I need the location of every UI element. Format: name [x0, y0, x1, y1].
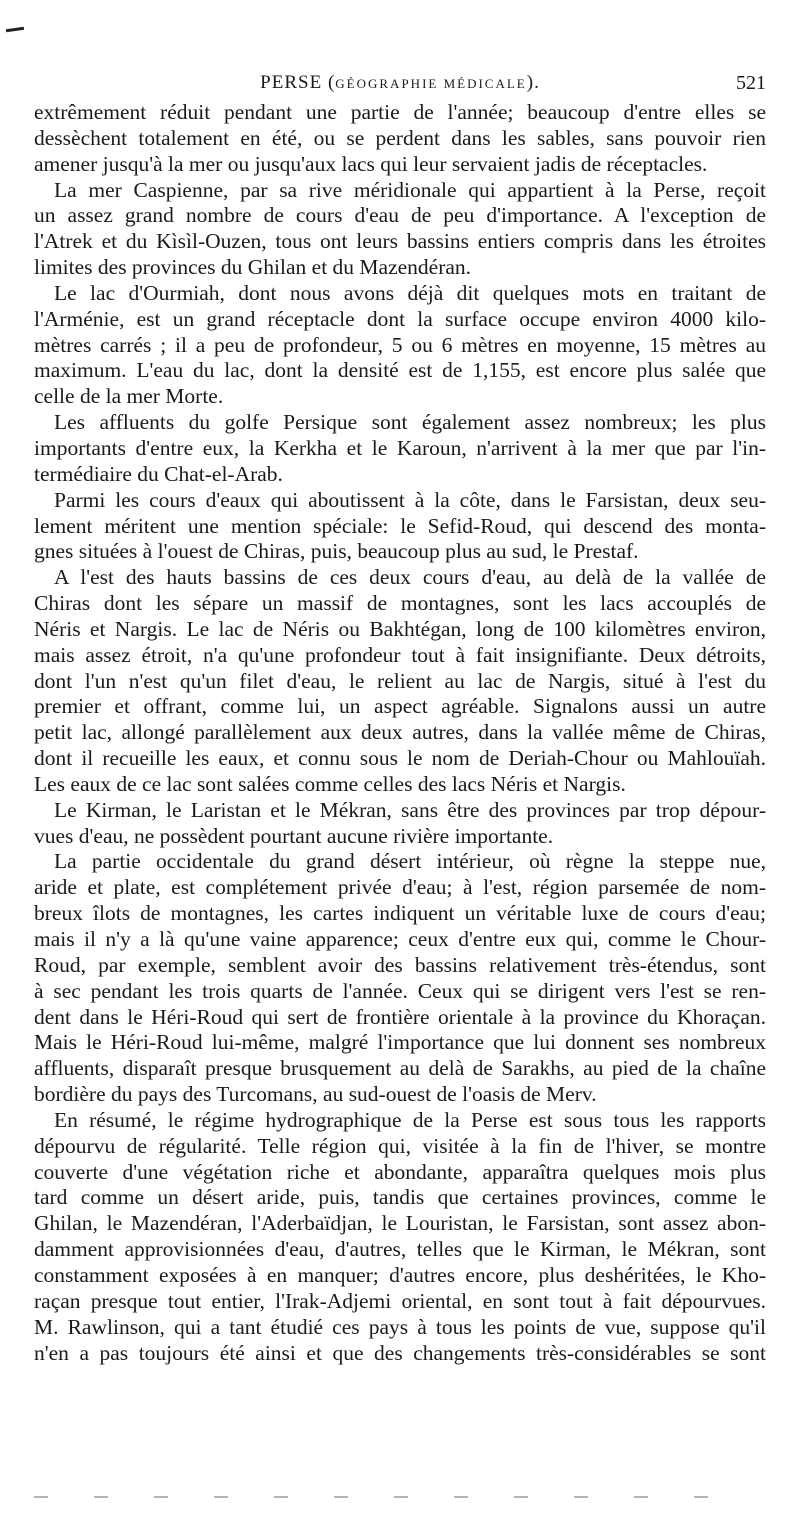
text-line: Roud, par exemple, semblent avoir des bassins relativement très-étendus, sont — [34, 952, 766, 977]
page-number: 521 — [736, 72, 766, 94]
paragraph — [34, 100, 766, 178]
text-line: petit lac, allongé parallèlement aux deux autres, dans la vallée même de Chiras, — [34, 720, 766, 745]
text-line: dont l'un n'est qu'un filet d'eau, le relient au lac de Nargis, situé à l'est du — [34, 668, 766, 693]
text-body — [34, 100, 766, 1366]
text-line: A l'est des hauts bassins de ces deux cours d'eau, au delà de la vallée de — [54, 565, 766, 590]
text-line: Les eaux de ce lac sont salées comme celles des lacs Néris et Nargis. — [34, 771, 626, 796]
text-line: affluents, disparaît presque brusquement au delà de Sarakhs, au pied de la chaîne — [34, 1056, 766, 1081]
text-line: damment approvisionnées d'eau, d'autres, telles que le Kirman, le Mékran, sont — [34, 1237, 766, 1262]
text-line: La partie occidentale du grand désert intérieur, où règne la steppe nue, — [54, 849, 766, 874]
text-line: dépourvu de régularité. Telle région qui, visitée à la fin de l'hiver, se montre — [34, 1133, 766, 1158]
text-line: tard comme un désert aride, puis, tandis que certaines provinces, comme le — [34, 1185, 766, 1210]
text-line: vues d'eau, ne possèdent pourtant aucune rivière importante. — [34, 823, 554, 848]
text-line: Chiras dont les sépare un massif de montagnes, sont les lacs accouplés de — [34, 591, 766, 616]
text-line: La mer Caspienne, par sa rive méridionale qui appartient à la Perse, reçoit — [54, 177, 766, 202]
text-line: mètres carrés ; il a peu de profondeur, 5 ou 6 mètres en moyenne, 15 mètres au — [34, 332, 766, 357]
text-line: mais assez étroit, n'a qu'une profondeur tout à fait insignifiante. Deux détroits, — [34, 642, 766, 667]
text-line: à sec pendant les trois quarts de l'année. Ceux qui se dirigent vers l'est se ren- — [34, 978, 766, 1003]
text-line: l'Arménie, est un grand réceptacle dont la surface occupe environ 4000 kilo- — [34, 306, 766, 331]
text-line: Ghilan, le Mazendéran, l'Aderbaïdjan, le Louristan, le Farsistan, sont assez abon- — [34, 1211, 766, 1236]
paragraph — [34, 1108, 766, 1366]
text-line: aride et plate, est complétement privée d'eau; à l'est, région parsemée de nom- — [34, 875, 766, 900]
text-line: M. Rawlinson, qui a tant étudié ces pays à tous les points de vue, suppose qu'il — [34, 1314, 766, 1339]
text-line: bordière du pays des Turcomans, au sud-ouest de l'oasis de Merv. — [34, 1082, 597, 1107]
text-line: Les affluents du golfe Persique sont également assez nombreux; les plus — [54, 410, 766, 435]
running-title-subject: GÉOGRAPHIE MÉDICALE — [335, 76, 527, 91]
text-line: breux îlots de montagnes, les cartes indiquent un véritable luxe de cours d'eau; — [34, 901, 766, 926]
text-line: Le lac d'Ourmiah, dont nous avons déjà dit quelques mots en traitant de — [54, 280, 766, 305]
text-line: termédiaire du Chat-el-Arab. — [34, 461, 283, 486]
text-line: limites des provinces du Ghilan et du Mazendéran. — [34, 255, 472, 280]
paragraph — [34, 565, 766, 798]
text-line: n'en a pas toujours été ainsi et que des changements très-considérables se sont — [34, 1340, 766, 1365]
text-line: Le Kirman, le Laristan et le Mékran, sans être des provinces par trop dépour- — [54, 797, 766, 822]
text-line: importants d'entre eux, la Kerkha et le Karoun, n'arrivent à la mer que par l'in- — [34, 435, 766, 460]
text-line: un assez grand nombre de cours d'eau de peu d'importance. A l'exception de — [34, 203, 766, 228]
text-line: amener jusqu'à la mer ou jusqu'aux lacs qui leur servaient jadis de réceptacles. — [34, 151, 708, 176]
paragraph — [34, 849, 766, 1107]
text-line: extrêmement réduit pendant une partie de l'année; beaucoup d'entre elles se — [34, 100, 766, 124]
text-line: maximum. L'eau du lac, dont la densité est de 1,155, est encore plus salée que — [34, 358, 766, 383]
footer-smudge — [34, 1496, 734, 1498]
text-line: raçan presque tout entier, l'Irak-Adjemi oriental, en sont tout à fait dépourvues. — [34, 1288, 766, 1313]
text-line: dont il recueille les eaux, et connu sous le nom de Deriah-Chour ou Mahlouïah. — [34, 746, 766, 771]
text-line: dent dans le Héri-Roud qui sert de frontière orientale à la province du Khoraçan. — [34, 1004, 766, 1029]
text-line: celle de la mer Morte. — [34, 384, 224, 409]
text-line: En résumé, le régime hydrographique de la Perse est sous tous les rapports — [54, 1107, 766, 1132]
text-line: Mais le Héri-Roud lui-même, malgré l'importance que lui donnent ses nombreux — [34, 1030, 766, 1055]
paragraph — [34, 281, 766, 410]
text-line: l'Atrek et du Kìsìl-Ouzen, tous ont leurs bassins entiers compris dans les étroites — [34, 229, 766, 254]
text-line: gnes situées à l'ouest de Chiras, puis, beaucoup plus au sud, le Prestaf. — [34, 539, 639, 564]
text-line: premier et offrant, comme lui, un aspect agréable. Signalons aussi un autre — [34, 694, 766, 719]
text-line: dessèchent totalement en été, ou se perdent dans les sables, sans pouvoir rien — [34, 125, 766, 150]
paragraph — [34, 410, 766, 488]
text-line: constamment exposées à en manquer; d'autres encore, plus deshéritées, le Kho- — [34, 1262, 766, 1287]
paragraph — [34, 178, 766, 281]
running-head — [34, 68, 766, 98]
text-line: mais il n'y a là qu'une vaine apparence; ceux d'entre eux qui, comme le Chour- — [34, 927, 766, 951]
paragraph — [34, 488, 766, 566]
running-title — [34, 68, 766, 99]
text-line: couverte d'une végétation riche et abondante, apparaîtra quelques mois plus — [34, 1159, 766, 1184]
text-line: lement méritent une mention spéciale: le Sefid-Roud, qui descend des monta- — [34, 513, 766, 538]
text-line: Néris et Nargis. Le lac de Néris ou Bakhtégan, long de 100 kilomètres environ, — [34, 616, 766, 641]
paragraph — [34, 798, 766, 850]
text-line: Parmi les cours d'eaux qui aboutissent à la côte, dans le Farsistan, deux seu- — [54, 487, 766, 512]
running-title-end: ). — [526, 72, 540, 93]
running-title-main: PERSE ( — [260, 72, 336, 93]
margin-mark — [6, 27, 24, 32]
